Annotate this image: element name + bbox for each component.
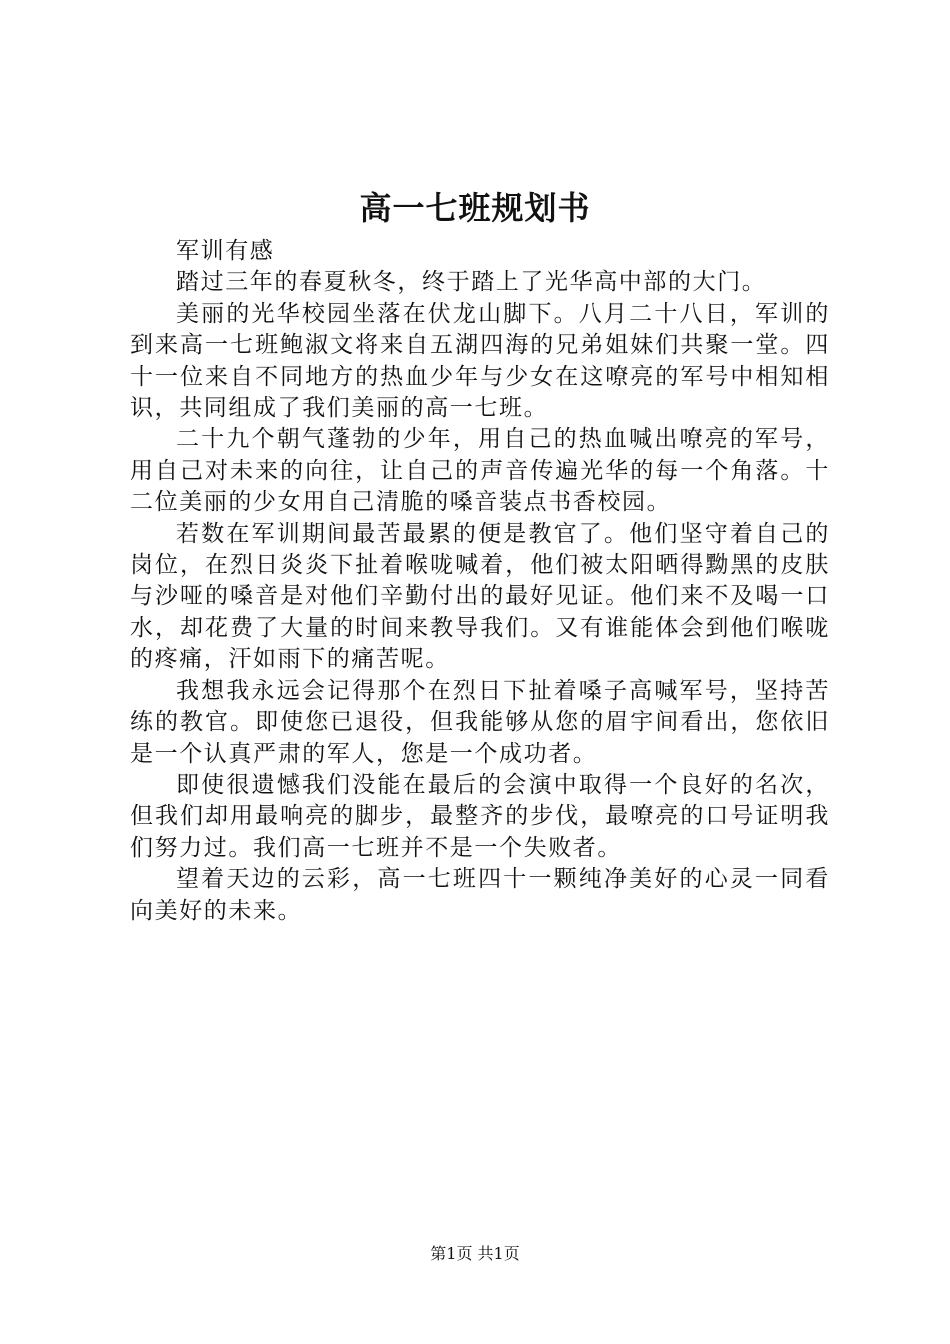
document-title: 高一七班规划书 bbox=[359, 189, 591, 227]
document-body bbox=[130, 236, 830, 927]
paragraph: 美丽的光华校园坐落在伏龙山脚下。八月二十八日，军训的到来高一七班鲍淑文将来自五湖四海的兄弟姐妹们共聚一堂。四十一位来自不同地方的热血少年与少女在这嘹亮的军号中相知相识，共同组成了我们美丽的高一七班。 bbox=[130, 300, 830, 422]
paragraph: 二十九个朝气蓬勃的少年，用自己的热血喊出嘹亮的军号，用自己对未来的向往，让自己的声音传遍光华的每一个角落。十二位美丽的少女用自己清脆的嗓音装点书香校园。 bbox=[130, 426, 830, 516]
paragraph: 若数在军训期间最苦最累的便是教官了。他们坚守着自己的岗位，在烈日炎炎下扯着喉咙喊着，他们被太阳晒得黝黑的皮肤与沙哑的嗓音是对他们辛勤付出的最好见证。他们来不及喝一口水，却花费了大量的时间来教导我们。又有谁能体会到他们喉咙的疼痛，汗如雨下的痛苦呢。 bbox=[130, 520, 830, 673]
page-footer: 第1页 共1页 bbox=[430, 1244, 520, 1263]
paragraph-subtitle: 军训有感 bbox=[176, 238, 275, 264]
paragraph: 即使很遗憾我们没能在最后的会演中取得一个良好的名次，但我们却用最响亮的脚步，最整齐的步伐，最嘹亮的口号证明我们努力过。我们高一七班并不是一个失败者。 bbox=[130, 771, 830, 861]
paragraph: 望着天边的云彩，高一七班四十一颗纯净美好的心灵一同看向美好的未来。 bbox=[130, 866, 830, 924]
paragraph: 我想我永远会记得那个在烈日下扯着嗓子高喊军号，坚持苦练的教官。即使您已退役，但我能够从您的眉宇间看出，您依旧是一个认真严肃的军人，您是一个成功者。 bbox=[130, 677, 830, 767]
paragraph: 踏过三年的春夏秋冬，终于踏上了光华高中部的大门。 bbox=[176, 269, 767, 296]
